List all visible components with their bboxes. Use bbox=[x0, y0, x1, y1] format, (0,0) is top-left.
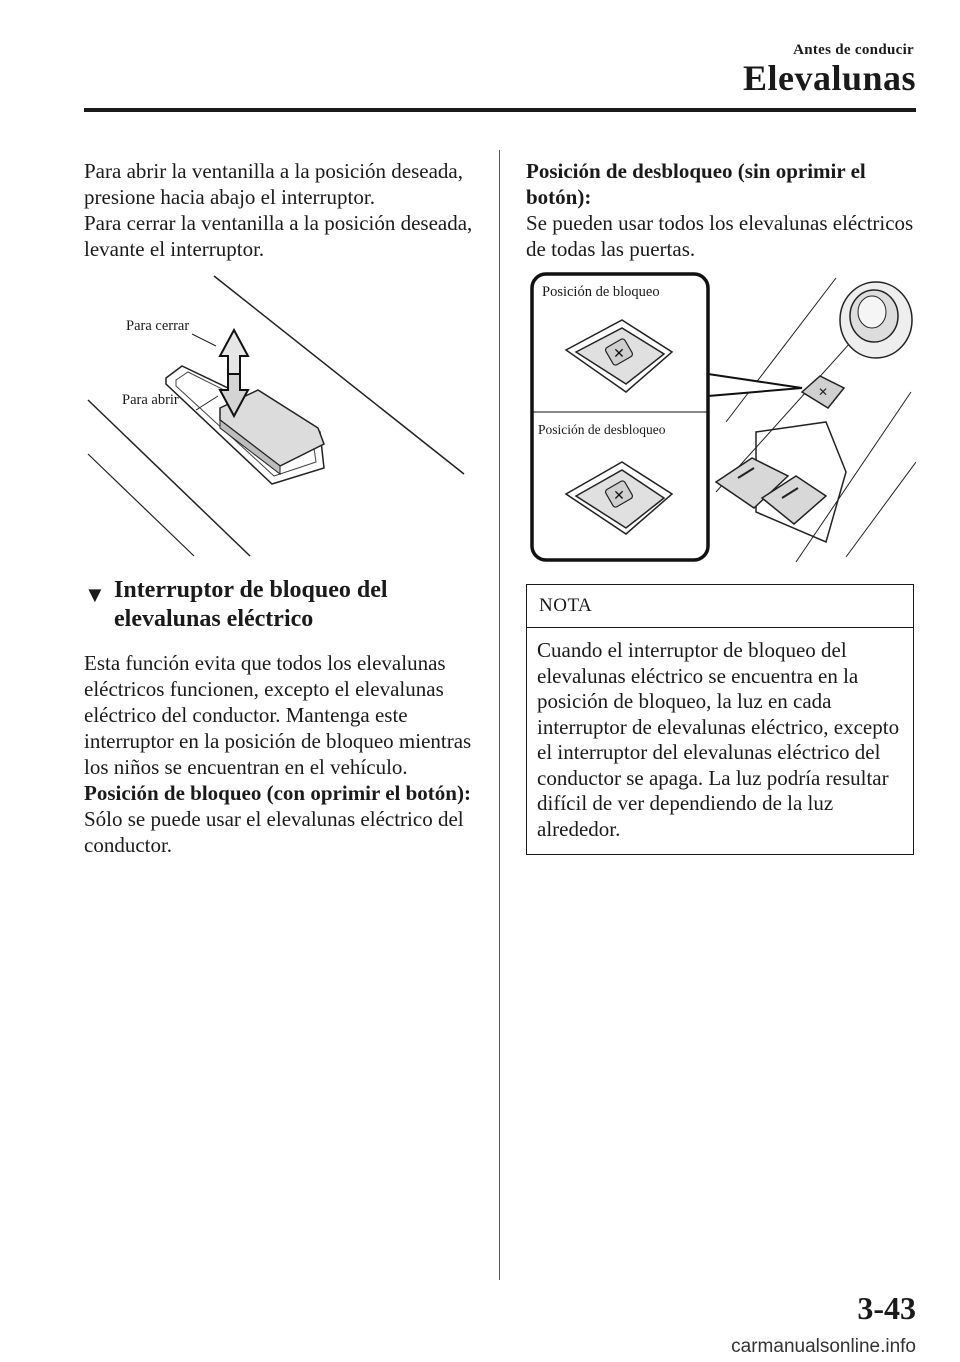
lock-position-text: Sólo se puede usar el elevalunas eléctrico del conductor. bbox=[84, 807, 464, 857]
left-column bbox=[84, 158, 476, 858]
svg-text:✕: ✕ bbox=[613, 347, 625, 362]
unlock-position-heading: Posición de desbloqueo (sin oprimir el botón): bbox=[526, 159, 866, 209]
unlock-position-text: Se pueden usar todos los elevalunas eléctricos de todas las puertas. bbox=[526, 211, 914, 261]
column-divider bbox=[499, 150, 500, 1280]
intro-text: Para abrir la ventanilla a la posición deseada, presione hacia abajo el interruptor. Para cerrar la ventanilla a la posición deseada, levante el interruptor. bbox=[84, 159, 473, 261]
watermark: carmanualsonline.info bbox=[731, 1336, 916, 1357]
chapter-subtitle: Antes de conducir bbox=[793, 42, 914, 58]
window-switch-illustration bbox=[84, 270, 476, 560]
label-close: Para cerrar bbox=[126, 318, 190, 334]
page-number: 3-43 bbox=[857, 1290, 916, 1326]
window-switch-figure bbox=[84, 270, 476, 560]
right-column bbox=[526, 158, 916, 855]
header-rule bbox=[84, 108, 916, 112]
label-open: Para abrir bbox=[122, 392, 179, 408]
label-lock-position: Posición de bloqueo bbox=[542, 284, 660, 300]
lock-position-heading: Posición de bloqueo (con oprimir el botón): bbox=[84, 781, 471, 805]
svg-text:✕: ✕ bbox=[613, 489, 625, 504]
svg-text:✕: ✕ bbox=[817, 385, 829, 399]
chapter-title: Elevalunas bbox=[742, 58, 916, 98]
section-heading bbox=[84, 576, 476, 634]
triangle-bullet-icon: ▼ bbox=[84, 582, 106, 607]
note-body: Cuando el interruptor de bloqueo del elevalunas eléctrico se encuentra en la posición de bloqueo, la luz en cada interruptor de elevalunas eléctrico, excepto el interruptor del elevalunas eléctrico del conductor se apaga. La luz podría resultar difícil de ver dependiendo de la luz alrededor. bbox=[537, 638, 900, 841]
label-unlock-position: Posición de desbloqueo bbox=[538, 422, 666, 437]
lock-switch-figure bbox=[526, 272, 916, 572]
note-box bbox=[526, 584, 914, 855]
section-heading-text: Interruptor de bloqueo del elevalunas eléctrico bbox=[114, 577, 388, 632]
section-body-text: Esta función evita que todos los elevalunas eléctricos funcionen, excepto el elevalunas eléctrico del conductor. Mantenga este interruptor en la posición de bloqueo mientras los niños se encuentran en el vehículo. bbox=[84, 651, 472, 779]
note-title: NOTA bbox=[527, 585, 913, 628]
